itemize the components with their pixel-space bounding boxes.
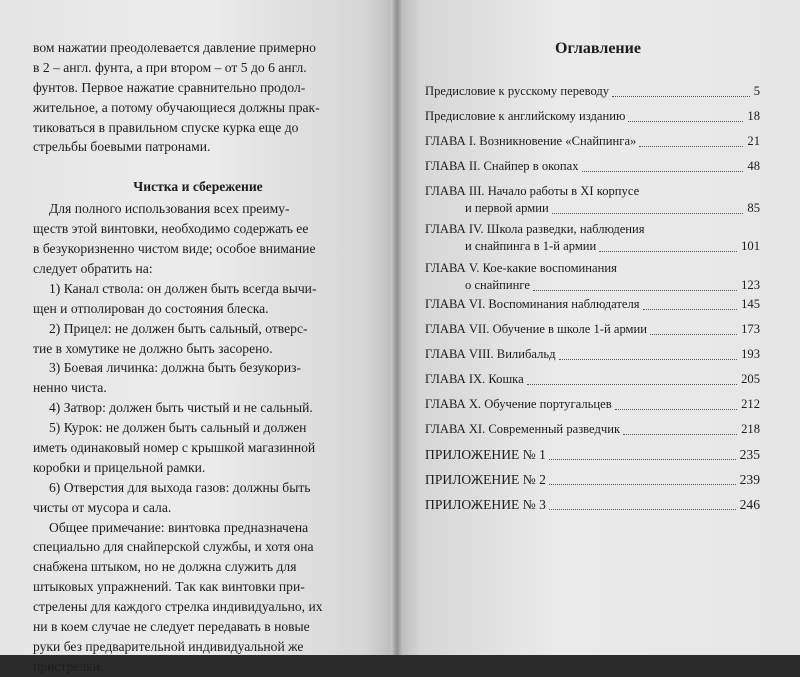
toc-title: Оглавление [555, 40, 641, 57]
toc-leader-dots [612, 96, 750, 97]
text-line: тие в хомутике не должно быть засорено. [33, 340, 273, 356]
toc-page-number: 205 [741, 372, 760, 386]
left-page-text [33, 38, 363, 677]
toc-leader-dots [582, 171, 744, 172]
toc-leader-dots [615, 409, 737, 410]
text-line: 5) Курок: не должен быть сальный и должен [49, 420, 307, 436]
toc-leader-dots [552, 213, 744, 214]
toc-leader-dots [533, 290, 737, 291]
text-line: Для полного использования всех преиму- [49, 201, 290, 217]
toc-entry [425, 297, 760, 314]
toc-entry-title: ГЛАВА VIII. Вилибальд [425, 347, 556, 361]
toc-entry-title: ПРИЛОЖЕНИЕ № 2 [425, 472, 546, 487]
toc-leader-dots [527, 384, 737, 385]
text-line: ни в коем случае не следует передавать в новые [33, 619, 310, 635]
toc-page-number: 239 [739, 472, 760, 487]
text-line: в безукоризненно чистом виде; особое внимание [33, 241, 316, 257]
toc-entry [425, 472, 760, 489]
toc-leader-dots [549, 459, 736, 460]
toc-leader-dots [643, 309, 738, 310]
text-line: коробки и прицельной рамки. [33, 459, 206, 475]
toc-page-number: 212 [741, 397, 760, 411]
toc-page-number: 101 [741, 239, 760, 253]
paragraph-trigger-pull [33, 38, 363, 157]
toc-entry-title: и первой армии [465, 201, 549, 215]
text-line: ненно чиста. [33, 380, 107, 396]
toc-entry [425, 372, 760, 389]
toc-entry-title: ГЛАВА IX. Кошка [425, 372, 524, 386]
text-line: стрелены для каждого стрелка индивидуально, их [33, 599, 323, 615]
toc-page-number: 173 [741, 322, 760, 336]
toc-entry [425, 397, 760, 414]
toc-page-number: 193 [741, 347, 760, 361]
toc-leader-dots [559, 359, 738, 360]
section-heading: Чистка и сбережение [133, 179, 263, 195]
text-line: в 2 – англ. фунта, а при втором – от 5 до 6 англ. [33, 59, 307, 75]
text-line: жительное, а потому обучающиеся должны прак- [33, 99, 320, 115]
toc-entry-title: ГЛАВА VII. Обучение в школе 1-й армии [425, 322, 648, 336]
toc-entry [425, 261, 760, 295]
toc-page-number: 85 [747, 201, 760, 215]
text-line: штыковых упражнений. Так как винтовки при- [33, 579, 305, 595]
toc-entry [425, 347, 760, 364]
toc-page-number: 145 [741, 297, 760, 311]
toc-entry-title: ГЛАВА XI. Современный разведчик [425, 422, 621, 436]
toc-entry [425, 159, 760, 176]
toc-entry-title: ГЛАВА X. Обучение португальцев [425, 397, 612, 411]
text-line: стрельбы боевыми патронами. [33, 139, 211, 155]
toc-entry-title: ПРИЛОЖЕНИЕ № 3 [425, 497, 546, 512]
toc-entry [425, 422, 760, 439]
toc-entry-title: о снайпинге [465, 278, 530, 292]
text-line: следует обратить на: [33, 261, 153, 277]
toc-entry-title: ГЛАВА I. Возникновение «Снайпинга» [425, 134, 637, 148]
toc-page-number: 246 [739, 497, 760, 512]
toc-leader-dots [549, 509, 736, 510]
paragraph-cleaning [33, 199, 363, 676]
toc-entry-title: ГЛАВА V. Кое-какие воспоминания [425, 261, 617, 275]
text-line: 3) Боевая личинка: должна быть безукориз- [49, 360, 302, 376]
text-line: щен и отполирован до состояния блеска. [33, 300, 269, 316]
book-gutter [391, 0, 403, 655]
toc-entry [425, 322, 760, 339]
toc-entry [425, 184, 760, 218]
toc-page-number: 21 [747, 134, 760, 148]
toc-entry-title: и снайпинга в 1-й армии [465, 239, 597, 253]
toc-page-number: 123 [741, 278, 760, 292]
text-line: иметь одинаковый номер с крышкой магазинной [33, 440, 316, 456]
toc-entry-title: Предисловие к английскому изданию [425, 109, 626, 123]
toc-leader-dots [639, 146, 743, 147]
text-line: тиковаться в правильном спуске курка еще до [33, 119, 299, 135]
toc-leader-dots [628, 121, 743, 122]
toc-entry [425, 497, 760, 514]
text-line: 6) Отверстия для выхода газов: должны быть [49, 479, 311, 495]
toc-leader-dots [599, 251, 737, 252]
text-line: ществ этой винтовки, необходимо содержать ее [33, 221, 309, 237]
toc-entry [425, 134, 760, 151]
text-line: вом нажатии преодолевается давление примерно [33, 40, 316, 55]
text-line: чисты от мусора и сала. [33, 499, 172, 515]
toc-page-number: 5 [753, 84, 760, 98]
text-line: снабжена штыком, но не должна служить для [33, 559, 297, 575]
toc-entry [425, 84, 760, 101]
toc-entry-title: ГЛАВА IV. Школа разведки, наблюдения [425, 222, 645, 236]
toc-page-number: 18 [747, 109, 760, 123]
toc-leader-dots [650, 334, 737, 335]
text-line: Общее примечание: винтовка предназначена [49, 519, 309, 535]
text-line: руки без предварительной индивидуальной же [33, 638, 304, 654]
toc-entry-title: ПРИЛОЖЕНИЕ № 1 [425, 447, 546, 462]
text-line: 1) Канал ствола: он должен быть всегда вычи- [49, 280, 317, 296]
toc-entry-title: Предисловие к русскому переводу [425, 84, 610, 98]
toc-page-number: 218 [741, 422, 760, 436]
toc-entry-title: ГЛАВА II. Снайпер в окопах [425, 159, 579, 173]
text-line: 4) Затвор: должен быть чистый и не сальный. [49, 400, 313, 416]
toc-leader-dots [623, 434, 737, 435]
text-line: пристрелки. [33, 658, 104, 674]
toc-entry [425, 109, 760, 126]
toc-leader-dots [549, 484, 736, 485]
text-line: фунтов. Первое нажатие сравнительно продол- [33, 79, 306, 95]
toc-page-number: 235 [739, 447, 760, 462]
toc-entry [425, 447, 760, 464]
toc-entry [425, 222, 760, 256]
toc-entry-title: ГЛАВА VI. Воспоминания наблюдателя [425, 297, 640, 311]
toc-page-number: 48 [747, 159, 760, 173]
toc-entry-title: ГЛАВА III. Начало работы в XI корпусе [425, 184, 640, 198]
text-line: специально для снайперской службы, и хотя она [33, 539, 314, 555]
text-line: 2) Прицел: не должен быть сальный, отверс- [49, 320, 308, 336]
